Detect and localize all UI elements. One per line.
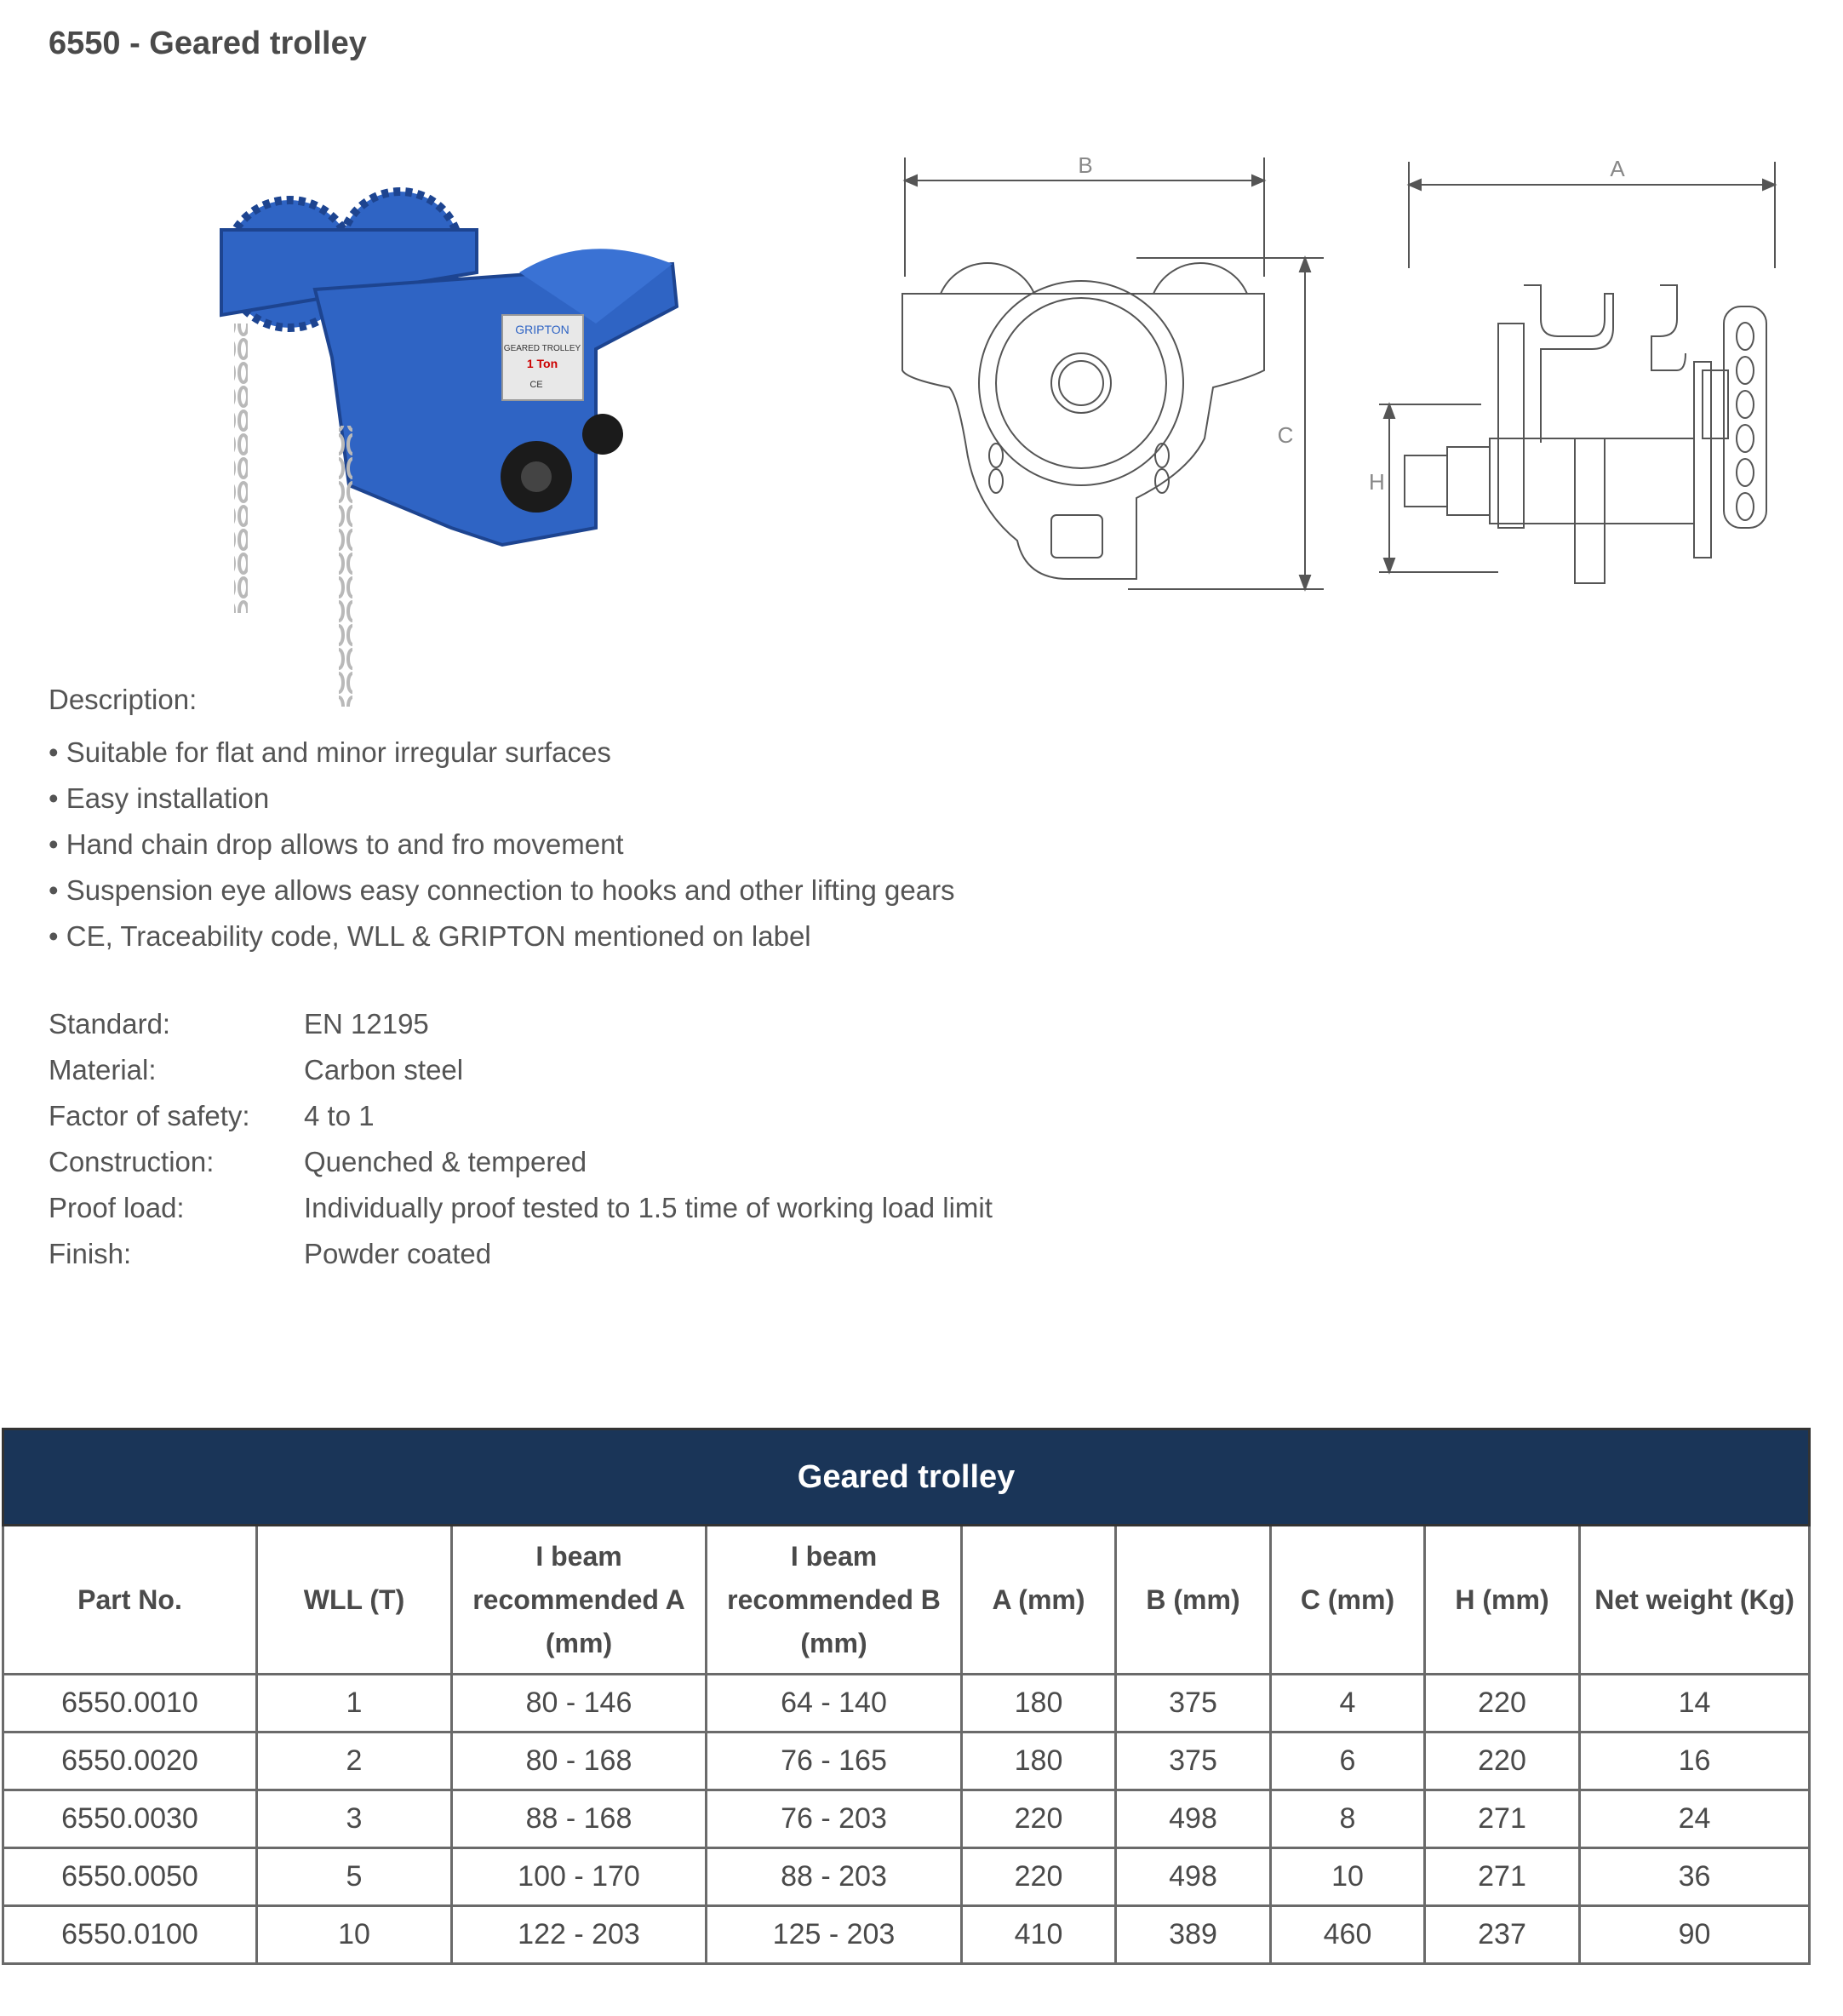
hand-chain-left (234, 324, 248, 613)
spec-key: Standard: (49, 1008, 171, 1040)
cell-ibeam-b: 76 - 203 (707, 1790, 962, 1848)
cell-b: 375 (1116, 1675, 1271, 1732)
table-row (3, 1848, 1810, 1906)
col-net-weight: Net weight (Kg) (1580, 1526, 1810, 1675)
cell-ibeam-b: 88 - 203 (707, 1848, 962, 1906)
spec-value: Individually proof tested to 1.5 time of working load limit (304, 1192, 993, 1223)
cell-part-no: 6550.0020 (3, 1732, 257, 1790)
table-caption: Geared trolley (3, 1429, 1810, 1526)
cell-ibeam-a: 80 - 146 (452, 1675, 707, 1732)
cell-ibeam-a: 80 - 168 (452, 1732, 707, 1790)
cell-b: 375 (1116, 1732, 1271, 1790)
col-b: B (mm) (1116, 1526, 1271, 1675)
cell-a: 220 (962, 1790, 1116, 1848)
cell-net-weight: 14 (1580, 1675, 1810, 1732)
cell-net-weight: 36 (1580, 1848, 1810, 1906)
col-h: H (mm) (1425, 1526, 1580, 1675)
cell-h: 271 (1425, 1790, 1580, 1848)
col-a: A (mm) (962, 1526, 1116, 1675)
spec-row (49, 1185, 993, 1231)
spec-row (49, 1093, 993, 1139)
svg-text:GEARED TROLLEY: GEARED TROLLEY (503, 344, 581, 353)
col-part-no: Part No. (3, 1526, 257, 1675)
cell-wll: 10 (257, 1906, 452, 1964)
table-header-row (3, 1526, 1810, 1675)
cell-h: 220 (1425, 1675, 1580, 1732)
svg-text:C: C (1277, 422, 1294, 448)
cell-part-no: 6550.0010 (3, 1675, 257, 1732)
cell-c: 6 (1271, 1732, 1425, 1790)
cell-c: 10 (1271, 1848, 1425, 1906)
svg-text:A: A (1610, 156, 1625, 181)
spec-key: Construction: (49, 1146, 215, 1177)
cell-net-weight: 24 (1580, 1790, 1810, 1848)
feature-item: • Suitable for flat and minor irregular surfaces (49, 730, 955, 776)
cell-h: 220 (1425, 1732, 1580, 1790)
spec-row (49, 1139, 993, 1185)
col-wll: WLL (T) (257, 1526, 452, 1675)
spec-key: Proof load: (49, 1192, 185, 1223)
spec-value: Carbon steel (304, 1054, 464, 1085)
spec-value: Powder coated (304, 1238, 492, 1269)
cell-part-no: 6550.0050 (3, 1848, 257, 1906)
cell-ibeam-b: 64 - 140 (707, 1675, 962, 1732)
cell-b: 498 (1116, 1848, 1271, 1906)
feature-item: • Suspension eye allows easy connection to hooks and other lifting gears (49, 868, 955, 914)
cell-ibeam-a: 88 - 168 (452, 1790, 707, 1848)
table-row (3, 1675, 1810, 1732)
cell-a: 410 (962, 1906, 1116, 1964)
cell-wll: 1 (257, 1675, 452, 1732)
product-label (502, 315, 583, 400)
table-row (3, 1906, 1810, 1964)
col-ibeam-b: I beam recommended B (mm) (707, 1526, 962, 1675)
cell-c: 8 (1271, 1790, 1425, 1848)
feature-item: • Hand chain drop allows to and fro movement (49, 822, 955, 868)
feature-item: • Easy installation (49, 776, 955, 822)
cell-c: 460 (1271, 1906, 1425, 1964)
spec-row (49, 1231, 993, 1277)
cell-a: 180 (962, 1732, 1116, 1790)
product-photo (196, 170, 724, 715)
front-view-drawing (898, 149, 1354, 613)
feature-item: • CE, Traceability code, WLL & GRIPTON mentioned on label (49, 914, 955, 959)
cell-ibeam-b: 76 - 165 (707, 1732, 962, 1790)
col-c: C (mm) (1271, 1526, 1425, 1675)
cell-h: 271 (1425, 1848, 1580, 1906)
col-ibeam-a: I beam recommended A (mm) (452, 1526, 707, 1675)
cell-part-no: 6550.0100 (3, 1906, 257, 1964)
description-heading: Description: (49, 684, 197, 715)
cell-net-weight: 16 (1580, 1732, 1810, 1790)
cell-a: 220 (962, 1848, 1116, 1906)
cell-c: 4 (1271, 1675, 1425, 1732)
cell-h: 237 (1425, 1906, 1580, 1964)
spec-row (49, 1047, 993, 1093)
cell-ibeam-a: 100 - 170 (452, 1848, 707, 1906)
spec-list (49, 1001, 993, 1277)
cell-ibeam-a: 122 - 203 (452, 1906, 707, 1964)
cell-ibeam-b: 125 - 203 (707, 1906, 962, 1964)
table-row (3, 1790, 1810, 1848)
spec-row (49, 1001, 993, 1047)
cell-a: 180 (962, 1675, 1116, 1732)
cell-b: 498 (1116, 1790, 1271, 1848)
spec-value: 4 to 1 (304, 1100, 375, 1131)
spec-value: Quenched & tempered (304, 1146, 587, 1177)
cell-wll: 3 (257, 1790, 452, 1848)
specification-table (2, 1428, 1811, 1965)
table-row (3, 1732, 1810, 1790)
side-view-drawing (1369, 149, 1805, 613)
feature-list (49, 730, 955, 959)
cell-wll: 5 (257, 1848, 452, 1906)
spec-key: Factor of safety: (49, 1100, 250, 1131)
svg-text:H: H (1369, 469, 1385, 495)
spec-value: EN 12195 (304, 1008, 429, 1040)
cell-wll: 2 (257, 1732, 452, 1790)
svg-text:GRIPTON: GRIPTON (515, 323, 569, 336)
page-title: 6550 - Geared trolley (49, 26, 367, 61)
svg-text:1 Ton: 1 Ton (526, 357, 558, 370)
svg-text:B: B (1078, 152, 1093, 178)
spec-key: Material: (49, 1054, 157, 1085)
cell-b: 389 (1116, 1906, 1271, 1964)
cell-part-no: 6550.0030 (3, 1790, 257, 1848)
cell-net-weight: 90 (1580, 1906, 1810, 1964)
svg-text:CE: CE (529, 380, 543, 390)
hand-chain-right (339, 426, 352, 707)
spec-key: Finish: (49, 1238, 132, 1269)
